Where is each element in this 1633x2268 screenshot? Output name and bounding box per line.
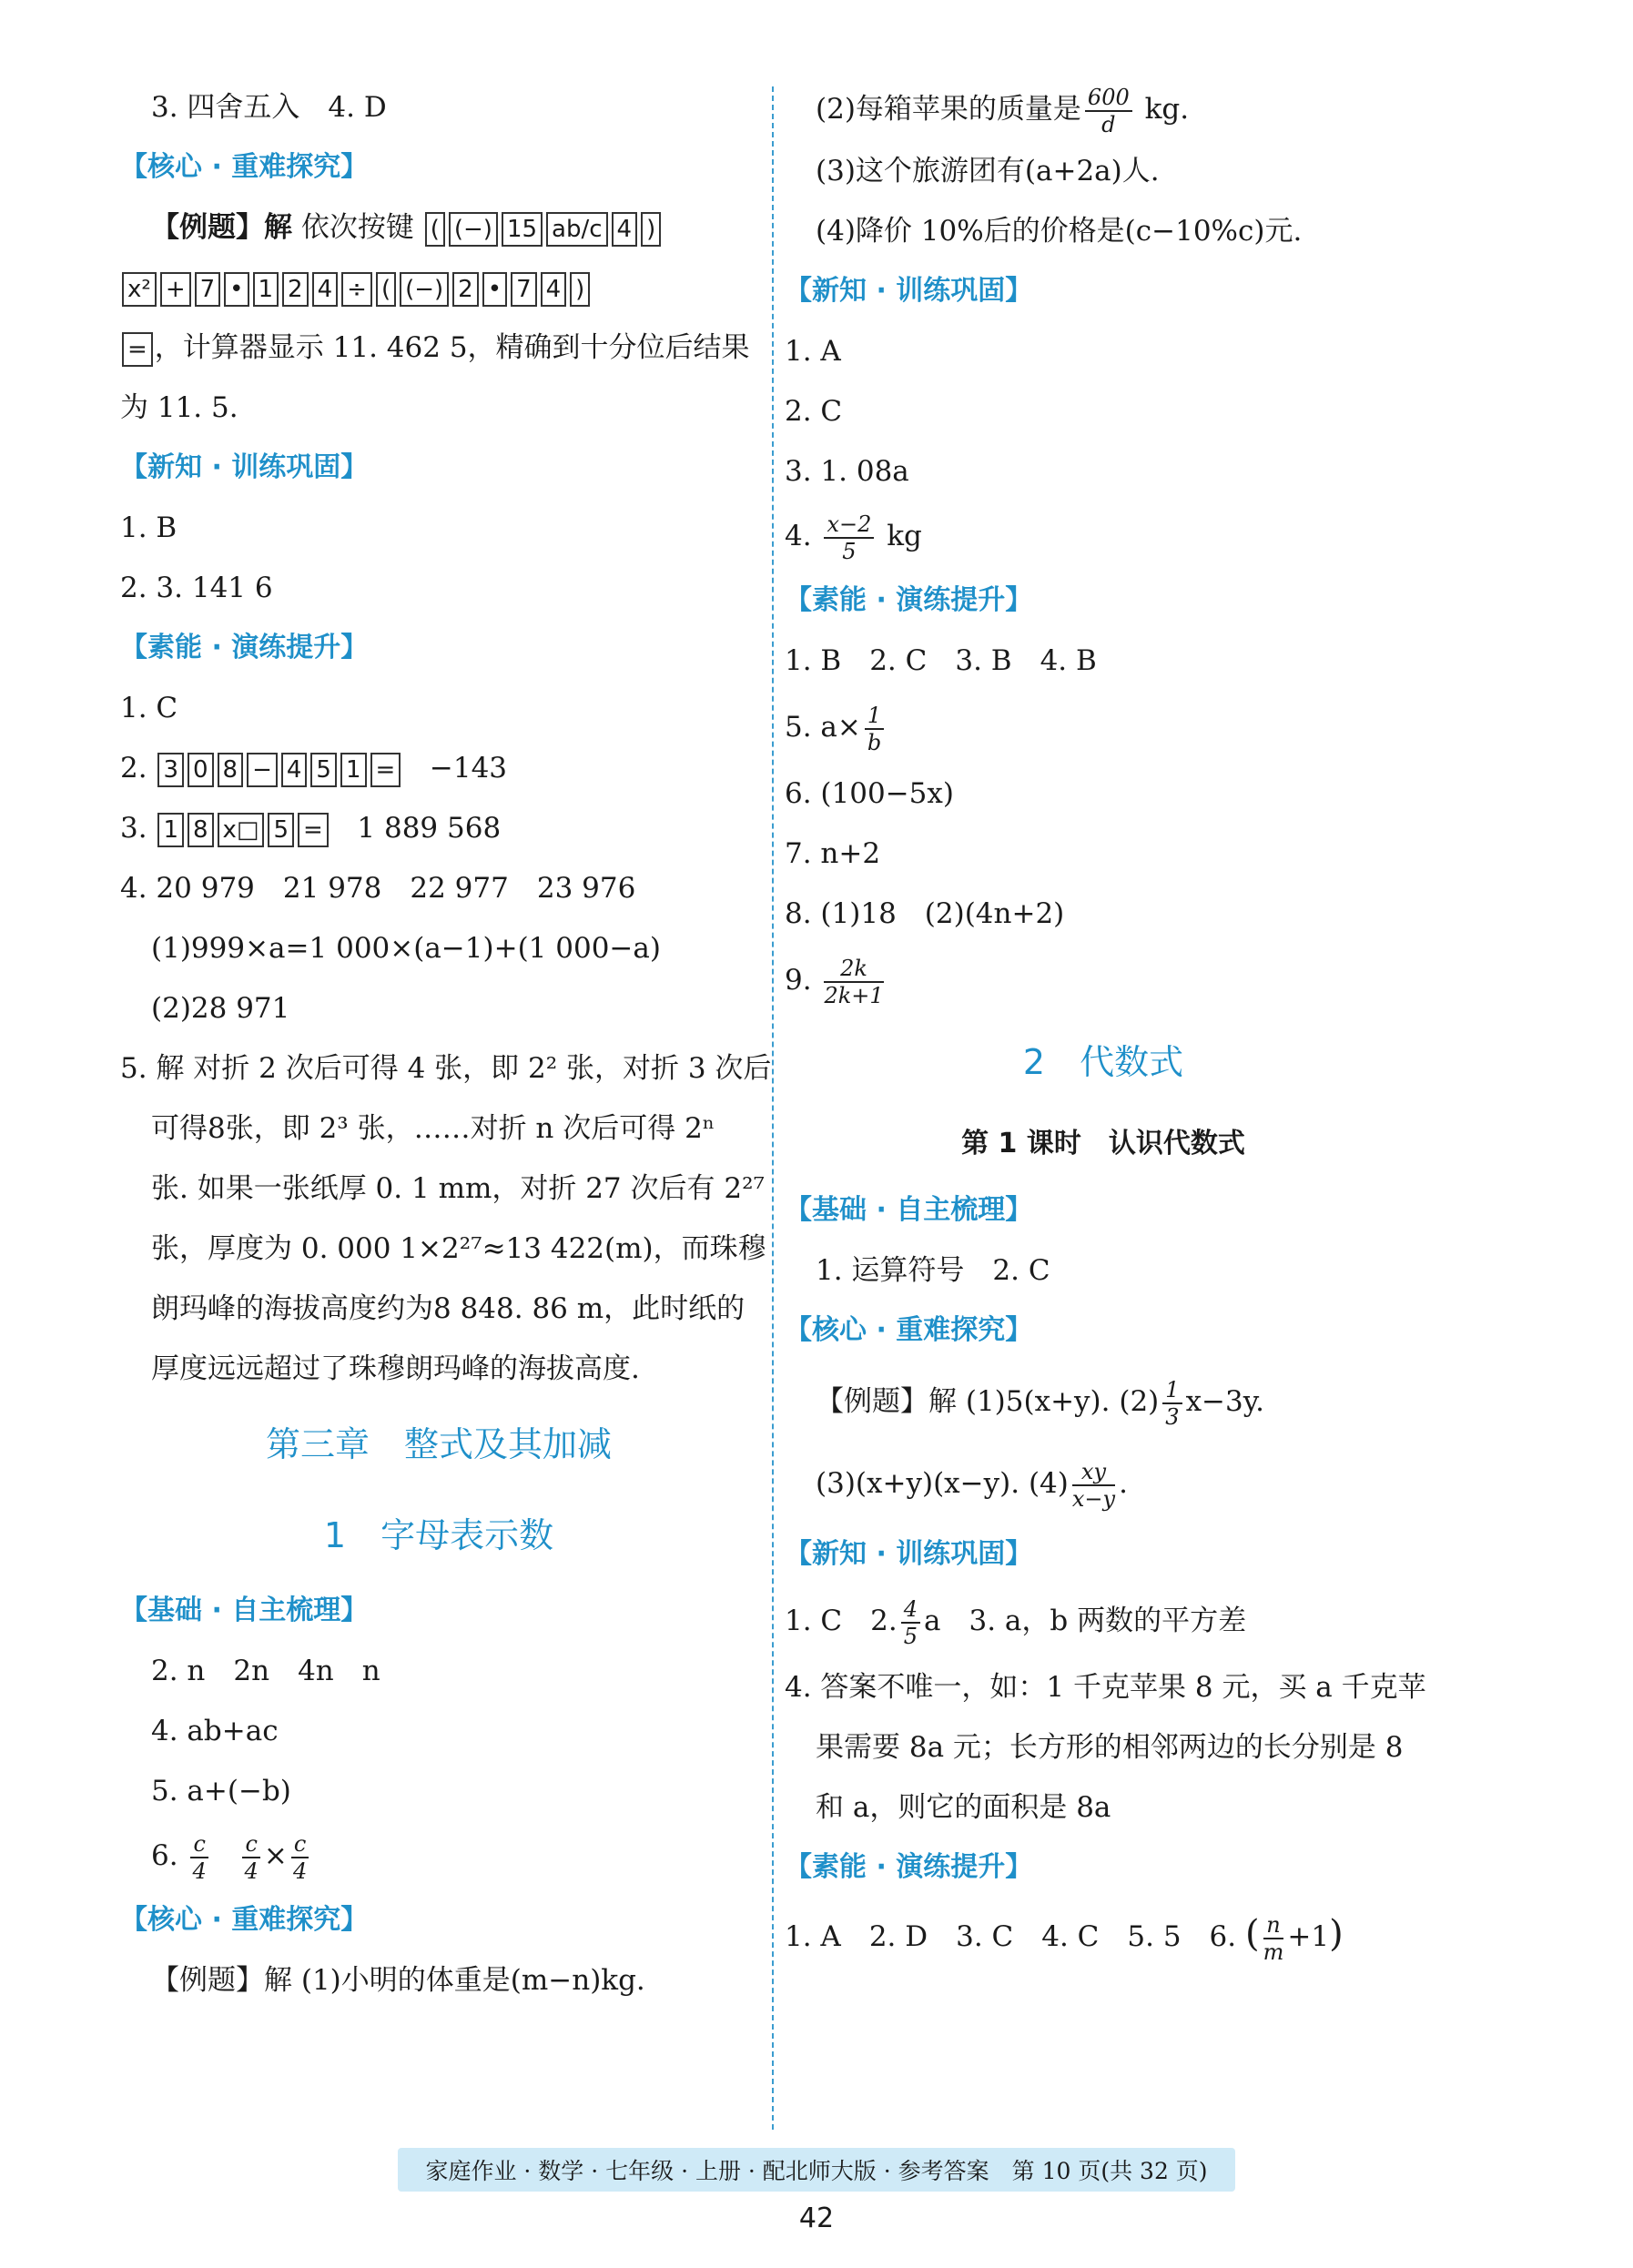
calculator-key: 7 [195, 272, 221, 307]
section-heading: 【素能 · 演练提升】 [785, 1851, 1033, 1883]
answer-line-fraction [785, 944, 1422, 1017]
answer-number: 6. [151, 1839, 178, 1872]
example-line-fraction [785, 1361, 1422, 1443]
denominator: 2k+1 [824, 982, 884, 1008]
denominator: 4 [244, 1858, 259, 1884]
calculator-key: = [122, 332, 153, 367]
fraction [1085, 85, 1132, 137]
fraction [824, 956, 883, 1008]
key-sequence [423, 211, 664, 244]
answer-line: 7. n+2 [785, 837, 881, 870]
answer-line-fraction [785, 501, 1422, 571]
section-heading: 【核心 · 重难探究】 [120, 1904, 369, 1936]
answer-line: 和 a，则它的面积是 8a [816, 1791, 1111, 1824]
answer-line: 2. C [785, 395, 843, 428]
calculator-key: 5 [268, 813, 294, 847]
page-number: 42 [798, 2202, 835, 2234]
answer-line: 6. (100−5x) [785, 777, 954, 810]
calculator-key: 2 [452, 272, 479, 307]
numerator: 1 [1162, 1377, 1182, 1404]
numerator: 4 [901, 1596, 920, 1624]
calculator-key: (−) [449, 212, 498, 247]
answer-line: 可得8张，即 2³ 张，……对折 n 次后可得 2ⁿ [151, 1112, 715, 1145]
calculator-key: • [224, 272, 248, 307]
answer-line: (3)这个旅游团有(a+2a)人. [816, 155, 1160, 187]
answer-line: 【例题】解 (1)小明的体重是(m−n)kg. [151, 1964, 645, 1997]
answer-text: 5. a× [785, 711, 861, 744]
numerator: n [1263, 1912, 1284, 1939]
denominator: 4 [192, 1858, 207, 1884]
example-text: (3)(x+y)(x−y). (4) [816, 1467, 1069, 1500]
section-heading: 【素能 · 演练提升】 [120, 632, 369, 663]
answer-line: 张. 如果一张纸厚 0. 1 mm，对折 27 次后有 2²⁷ [151, 1172, 765, 1205]
calculator-key: 3 [157, 753, 184, 787]
example-keys-line-3 [120, 318, 757, 378]
answer-line-keys [120, 738, 757, 798]
right-column [785, 77, 1426, 1973]
left-column [120, 77, 772, 2010]
answer-line: 1. B 2. C 3. B 4. B [785, 644, 1097, 677]
example-text: 依次按键 [300, 211, 414, 244]
answer-text: a 3. a，b 两数的平方差 [924, 1605, 1247, 1637]
calculator-key: ( [425, 212, 445, 247]
fraction [242, 1831, 259, 1884]
calculator-key: x□ [218, 813, 265, 847]
calculator-key: = [370, 753, 401, 787]
answer-line: 厚度远远超过了珠穆朗玛峰的海拔高度. [151, 1352, 640, 1385]
footer [0, 2148, 1633, 2192]
calculator-key: 4 [312, 272, 339, 307]
answer-text: 1. C 2. [785, 1605, 898, 1637]
numerator: x−2 [824, 511, 874, 539]
answer-line: (4)降价 10%后的价格是(c−10%c)元. [816, 215, 1303, 248]
numerator: 1 [865, 703, 884, 730]
answer-number: 3. [120, 812, 147, 845]
answer-text: 1. A 2. D 3. C 4. C 5. 5 6. [785, 1920, 1237, 1953]
answer-number: 9. [785, 964, 812, 997]
example-label: 【例题】解 [151, 211, 292, 244]
denominator: x−y [1071, 1485, 1116, 1512]
footer-bar: 家庭作业 · 数学 · 七年级 · 上册 · 配北师大版 · 参考答案 第 10 页(共 32 页) [398, 2148, 1234, 2192]
calculator-key: ) [570, 272, 590, 307]
denominator: 5 [842, 538, 857, 564]
answer-line: (2)28 971 [151, 992, 290, 1025]
answer-line: 1. B [120, 511, 178, 544]
answer-line: 3. 1. 08a [785, 455, 909, 488]
section-heading: 【新知 · 训练巩固】 [785, 1538, 1033, 1570]
calculator-key: 7 [511, 272, 537, 307]
calculator-key: = [298, 813, 329, 847]
answer-line: 4. 20 979 21 978 22 977 23 976 [120, 872, 636, 905]
calculator-key: + [160, 272, 191, 307]
answer-line: 4. ab+ac [151, 1715, 279, 1747]
fraction [901, 1596, 920, 1649]
right-paren: ) [1329, 1913, 1344, 1955]
calculator-key: 8 [218, 753, 244, 787]
answer-line: (1)999×a=1 000×(a−1)+(1 000−a) [151, 932, 661, 965]
answer-line: 3. 四舍五入 4. D [151, 91, 387, 124]
chapter-title: 第三章 整式及其加减 [265, 1424, 612, 1464]
calculator-key: 1 [253, 272, 279, 307]
calculator-key: x² [122, 272, 157, 307]
fraction [1263, 1912, 1284, 1965]
numerator: c [291, 1831, 309, 1858]
fraction [865, 703, 884, 755]
answer-line-fraction [785, 1585, 1422, 1657]
section-heading: 【基础 · 自主梳理】 [785, 1194, 1033, 1226]
calculator-key: 1 [157, 813, 184, 847]
answer-line: 张，厚度为 0. 000 1×2²⁷≈13 422(m)，而珠穆 [151, 1232, 766, 1265]
answer-line: 1. 运算符号 2. C [816, 1254, 1050, 1287]
answer-line: 2. n 2n 4n n [151, 1655, 380, 1687]
column-divider [772, 86, 774, 2130]
example-line-fraction: (3)(x+y)(x−y). (4) $\frac{xy}{x-y}$ . [816, 1458, 1128, 1512]
calculator-key: 15 [502, 212, 543, 247]
calculator-key: 4 [541, 272, 567, 307]
fraction [291, 1831, 309, 1884]
answer-line: 5. a+(−b) [151, 1775, 291, 1807]
calculator-key: ab/c [546, 212, 608, 247]
section-heading: 【核心 · 重难探究】 [785, 1314, 1033, 1346]
lesson-title: 1 字母表示数 [323, 1515, 554, 1555]
example-keys-line-2 [120, 258, 757, 318]
calculator-key: − [247, 753, 278, 787]
section-title: 2 代数式 [1022, 1042, 1184, 1082]
numerator: 600 [1085, 85, 1132, 112]
section-heading: 【素能 · 演练提升】 [785, 584, 1033, 616]
numerator: c [242, 1831, 259, 1858]
calculator-key: 8 [188, 813, 214, 847]
answer-line-fraction [785, 691, 1422, 764]
example-end: 为 11. 5. [120, 391, 238, 424]
denominator: m [1263, 1939, 1284, 1965]
answer-line: 果需要 8a 元；长方形的相邻两边的长分别是 8 [816, 1731, 1404, 1764]
calculator-key: 2 [282, 272, 309, 307]
denominator: 4 [292, 1858, 308, 1884]
fraction [1162, 1377, 1182, 1430]
answer-line: 朗玛峰的海拔高度约为8 848. 86 m，此时纸的 [151, 1292, 746, 1325]
calculator-key: ÷ [341, 272, 372, 307]
section-heading: 【核心 · 重难探究】 [120, 151, 369, 183]
answer-text: (2)每箱苹果的质量是 [816, 93, 1081, 126]
answer-result: −143 [429, 752, 508, 785]
answer-line: 8. (1)18 (2)(4n+2) [785, 897, 1065, 930]
section-heading: 【新知 · 训练巩固】 [785, 275, 1033, 307]
answer-line-fraction [785, 1898, 1422, 1973]
example-keys-line-1 [120, 197, 757, 258]
fraction [824, 511, 874, 564]
lesson-title: 第 1 课时 认识代数式 [961, 1128, 1245, 1159]
times-sign: × [263, 1839, 288, 1872]
answer-line-keys [120, 798, 757, 858]
numerator: c [190, 1831, 208, 1858]
answer-result: 1 889 568 [357, 812, 502, 845]
calculator-key: 4 [612, 212, 638, 247]
calculator-key: ) [641, 212, 661, 247]
answer-line: 4. 答案不唯一，如：1 千克苹果 8 元，买 a 千克苹 [785, 1671, 1426, 1704]
answer-text: +1 [1287, 1920, 1330, 1953]
unit: kg [887, 520, 922, 552]
example-tail: ，计算器显示 11. 462 5，精确到十分位后结果 [154, 331, 750, 364]
fraction [1072, 1459, 1115, 1512]
key-sequence [120, 271, 592, 304]
calculator-key: • [482, 272, 507, 307]
numerator: xy [1072, 1459, 1115, 1486]
answer-line: 2. 3. 141 6 [120, 572, 273, 604]
answer-line: 1. A [785, 335, 841, 368]
answer-number: 4. [785, 520, 812, 552]
numerator: 2k [824, 956, 883, 983]
section-heading: 【新知 · 训练巩固】 [120, 451, 369, 483]
key-sequence [156, 752, 402, 785]
denominator: d [1101, 111, 1116, 137]
left-paren: ( [1245, 1913, 1260, 1955]
answer-line-fraction [785, 77, 1422, 141]
answer-line: 1. C [120, 692, 178, 724]
calculator-key: 1 [340, 753, 367, 787]
calculator-key: 4 [281, 753, 308, 787]
answer-line-fraction [120, 1821, 757, 1890]
calculator-key: ( [376, 272, 396, 307]
calculator-key: 0 [188, 753, 214, 787]
answer-number: 2. [120, 752, 147, 785]
example-text: x−3y. [1185, 1385, 1264, 1418]
calculator-key: (−) [400, 272, 449, 307]
denominator: b [867, 729, 882, 755]
calculator-key: 5 [310, 753, 337, 787]
key-sequence [156, 812, 330, 845]
fraction [190, 1831, 208, 1884]
denominator: 3 [1165, 1403, 1180, 1430]
section-heading: 【基础 · 自主梳理】 [120, 1595, 369, 1626]
answer-line: 5. 解 对折 2 次后可得 4 张，即 2² 张，对折 3 次后 [120, 1052, 772, 1085]
denominator: 5 [903, 1623, 918, 1649]
unit: kg. [1144, 93, 1190, 126]
example-text: 【例题】解 (1)5(x+y). (2) [816, 1385, 1160, 1418]
